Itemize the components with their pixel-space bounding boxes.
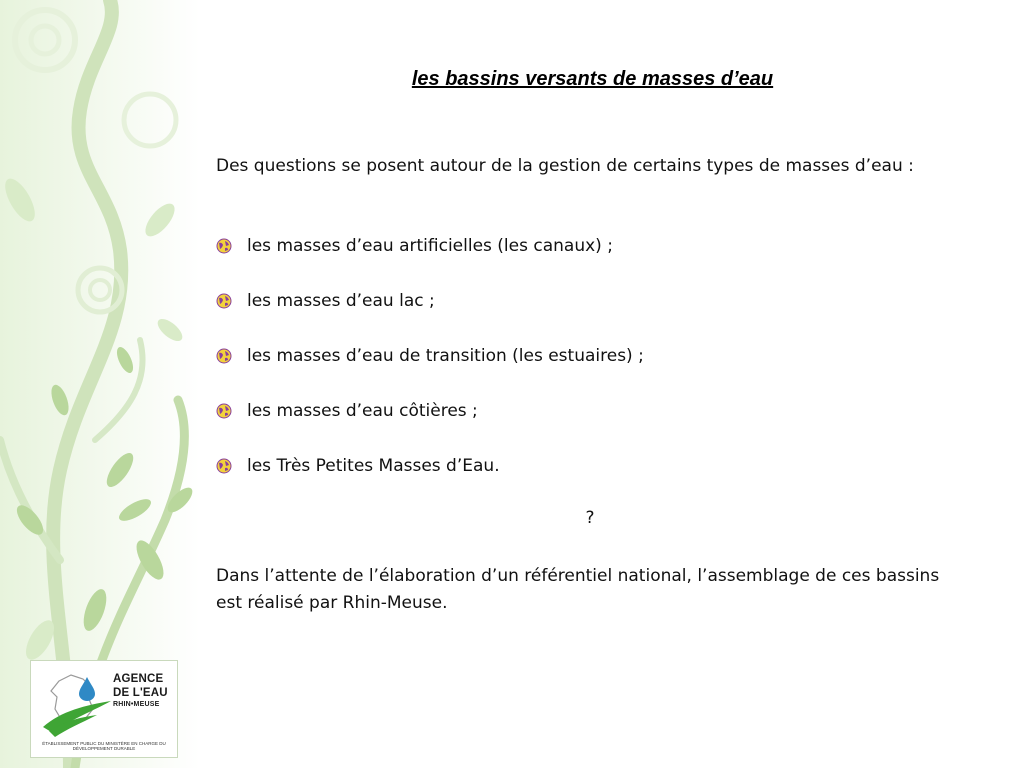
- water-mass-type-list: [216, 232, 956, 507]
- conclusion-paragraph: Dans l’attente de l’élaboration d’un référentiel national, l’assemblage de ces bassins est réalisé par Rhin-Meuse.: [216, 566, 940, 613]
- globe-bullet-icon: [216, 458, 232, 474]
- list-item: [216, 342, 956, 370]
- list-item-label: les masses d’eau lac ;: [247, 291, 435, 311]
- logo-line-2: DE L'EAU: [113, 687, 168, 699]
- list-item-label: les masses d’eau artificielles (les canaux) ;: [247, 236, 613, 256]
- list-item-label: les masses d’eau côtières ;: [247, 401, 478, 421]
- globe-bullet-icon: [216, 238, 232, 254]
- list-item: [216, 287, 956, 315]
- list-item: [216, 232, 956, 260]
- slide-title: les bassins versants de masses d’eau: [411, 68, 774, 90]
- logo-line-3: RHIN•MEUSE: [113, 701, 160, 708]
- question-mark: ?: [585, 508, 595, 528]
- intro-paragraph: Des questions se posent autour de la gestion de certains types de masses d’eau :: [216, 156, 914, 176]
- agence-de-l-eau-logo: [30, 660, 178, 758]
- globe-bullet-icon: [216, 348, 232, 364]
- logo-line-1: AGENCE: [113, 673, 164, 685]
- globe-bullet-icon: [216, 293, 232, 309]
- list-item: [216, 452, 956, 480]
- logo-subline: ÉTABLISSEMENT PUBLIC DU MINISTÈRE EN CHARGE DU DÉVELOPPEMENT DURABLE: [42, 741, 166, 751]
- list-item-label: les masses d’eau de transition (les estuaires) ;: [247, 346, 644, 366]
- list-item: [216, 397, 956, 425]
- list-item-label: les Très Petites Masses d’Eau.: [247, 456, 500, 476]
- globe-bullet-icon: [216, 403, 232, 419]
